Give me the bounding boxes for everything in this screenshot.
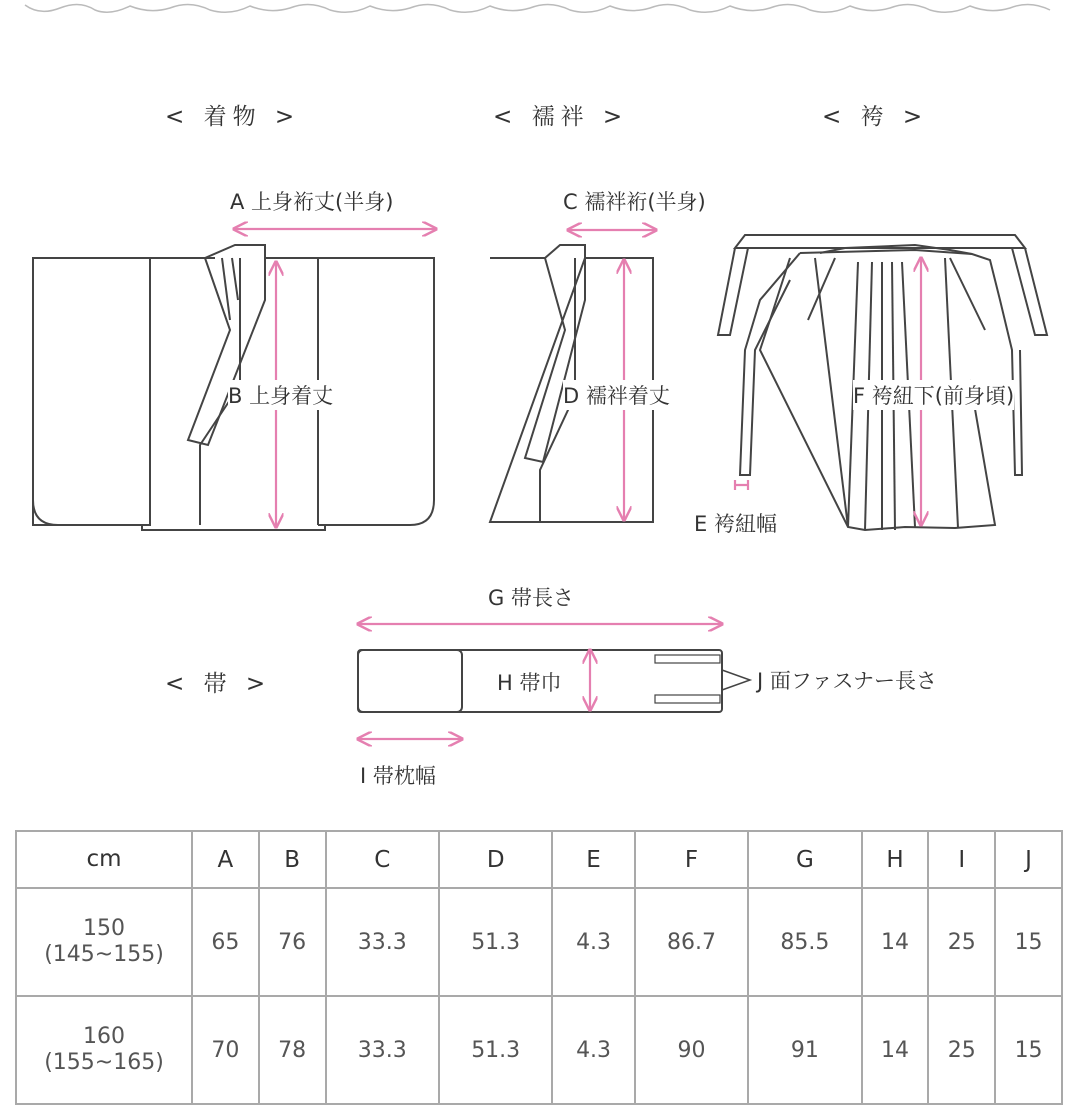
header-cell: C — [326, 831, 439, 888]
label-J: J 面ファスナー長さ — [757, 669, 938, 693]
header-cell: A — [192, 831, 259, 888]
ornament-border — [25, 4, 1050, 12]
table-cell: 65 — [192, 888, 259, 996]
label-A: A 上身裄丈(半身) — [230, 190, 394, 214]
table-cell: 14 — [862, 996, 929, 1104]
arrow-E — [735, 480, 748, 490]
label-I: I 帯枕幅 — [360, 764, 436, 788]
table-cell: 25 — [928, 996, 995, 1104]
header-cell: B — [259, 831, 326, 888]
label-G: G 帯長さ — [488, 586, 574, 610]
table-cell: 86.7 — [635, 888, 748, 996]
table-cell: 76 — [259, 888, 326, 996]
measure-arrows — [234, 229, 921, 739]
table-cell: 33.3 — [326, 996, 439, 1104]
label-H: H 帯巾 — [497, 667, 561, 697]
header-cell: I — [928, 831, 995, 888]
table-cell: 90 — [635, 996, 748, 1104]
table-row — [16, 888, 1062, 996]
label-C: C 襦袢裄(半身) — [563, 190, 706, 214]
table-cell: 70 — [192, 996, 259, 1104]
size-cell — [16, 888, 192, 996]
size-value: 150 — [83, 915, 125, 941]
section-title-kimono: < 着物 > — [165, 104, 301, 130]
size-range: (155~165) — [44, 1050, 164, 1075]
table-cell: 15 — [995, 996, 1062, 1104]
size-value: 160 — [83, 1023, 125, 1049]
size-cell — [16, 996, 192, 1104]
size-table — [15, 830, 1063, 1105]
section-title-juban: < 襦袢 > — [493, 104, 629, 130]
header-cell: E — [552, 831, 634, 888]
table-cell: 4.3 — [552, 996, 634, 1104]
section-title-obi: < 帯 > — [165, 671, 272, 697]
header-cell: F — [635, 831, 748, 888]
table-cell: 25 — [928, 888, 995, 996]
table-cell: 33.3 — [326, 888, 439, 996]
table-cell: 14 — [862, 888, 929, 996]
header-cell: G — [748, 831, 861, 888]
label-E: E 袴紐幅 — [694, 508, 777, 538]
table-cell: 85.5 — [748, 888, 861, 996]
label-D: D 襦袢着丈 — [563, 380, 670, 410]
label-F: F 袴紐下(前身頃) — [853, 380, 1014, 410]
table-header-row — [16, 831, 1062, 888]
table-cell: 4.3 — [552, 888, 634, 996]
section-title-hakama: < 袴 > — [822, 104, 929, 130]
header-cell: D — [439, 831, 552, 888]
size-range: (145~155) — [44, 942, 164, 967]
table-cell: 15 — [995, 888, 1062, 996]
table-cell: 91 — [748, 996, 861, 1104]
header-cell: H — [862, 831, 929, 888]
header-cell: J — [995, 831, 1062, 888]
table-cell: 78 — [259, 996, 326, 1104]
table-cell: 51.3 — [439, 996, 552, 1104]
label-B: B 上身着丈 — [228, 380, 333, 410]
table-cell: 51.3 — [439, 888, 552, 996]
table-row — [16, 996, 1062, 1104]
header-cell: cm — [16, 831, 192, 888]
